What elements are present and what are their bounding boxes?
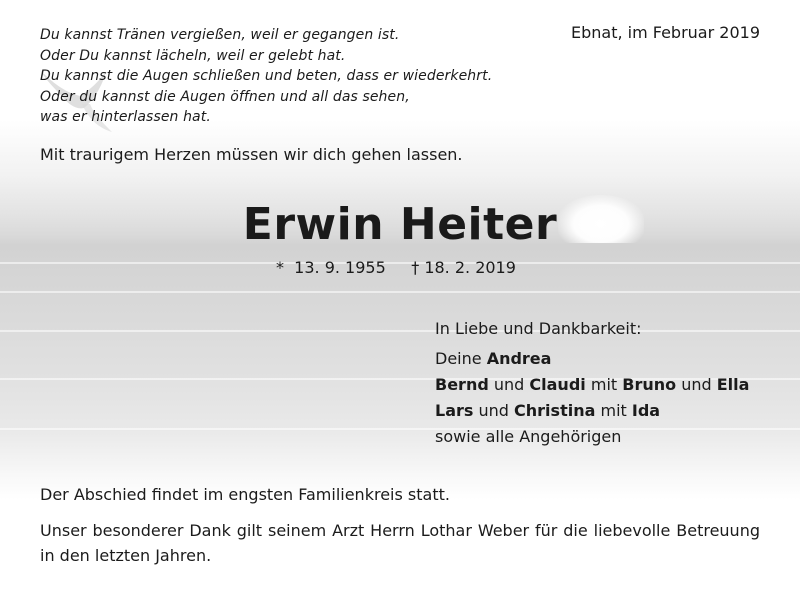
mourners-label: In Liebe und Dankbarkeit: <box>435 319 642 338</box>
mourner-name: Bernd <box>435 375 489 394</box>
mourner-name: Lars <box>435 401 474 420</box>
mourner-text: und <box>681 375 712 394</box>
life-dates <box>276 258 516 277</box>
death-cross-icon: † <box>411 258 420 277</box>
poem-line: Du kannst Tränen vergießen, weil er gegangen ist. <box>40 27 400 43</box>
farewell-note: Der Abschied findet im engsten Familienkreis statt. <box>40 485 450 504</box>
mourner-name: Ella <box>716 375 750 394</box>
sea-wave <box>0 291 800 293</box>
mourner-name: Claudi <box>529 375 586 394</box>
intro-line: Mit traurigem Herzen müssen wir dich gehen lassen. <box>40 145 463 164</box>
birth-star-icon: * <box>276 258 284 277</box>
mourner-name: Bruno <box>622 375 677 394</box>
mourner-name: Ida <box>631 401 661 420</box>
mourner-text: und <box>493 375 525 394</box>
mourner-text: und <box>478 401 509 420</box>
death-date: 18. 2. 2019 <box>424 258 516 277</box>
thanks-note: Unser besonderer Dank gilt seinem Arzt Herrn Lothar Weber für die liebevolle Betreuung in den letzten Jahren. <box>40 521 760 565</box>
poem-line: Oder du kannst die Augen öffnen und all das sehen, <box>40 88 410 105</box>
mourner-text: Deine <box>435 349 482 368</box>
mourner-line <box>435 374 749 400</box>
mourner-line: sowie alle Angehörigen <box>435 427 622 446</box>
poem <box>40 25 492 128</box>
poem-line: Oder Du kannst lächeln, weil er gelebt hat. <box>40 47 346 64</box>
poem-line: Du kannst die Augen schließen und beten, dass er wiederkehrt. <box>40 68 493 84</box>
mourners-block <box>435 318 749 452</box>
mourner-line <box>435 400 749 426</box>
deceased-name: Erwin Heiter <box>242 199 558 250</box>
place-date: Ebnat, im Februar 2019 <box>570 23 760 42</box>
poem-line: was er hinterlassen hat. <box>40 109 211 125</box>
mourner-name: Andrea <box>486 349 552 368</box>
mourner-text: mit <box>600 401 627 420</box>
mourner-text: mit <box>590 375 618 394</box>
mourner-line <box>435 348 749 374</box>
birth-date: 13. 9. 1955 <box>294 258 386 277</box>
mourner-name: Christina <box>514 401 596 420</box>
